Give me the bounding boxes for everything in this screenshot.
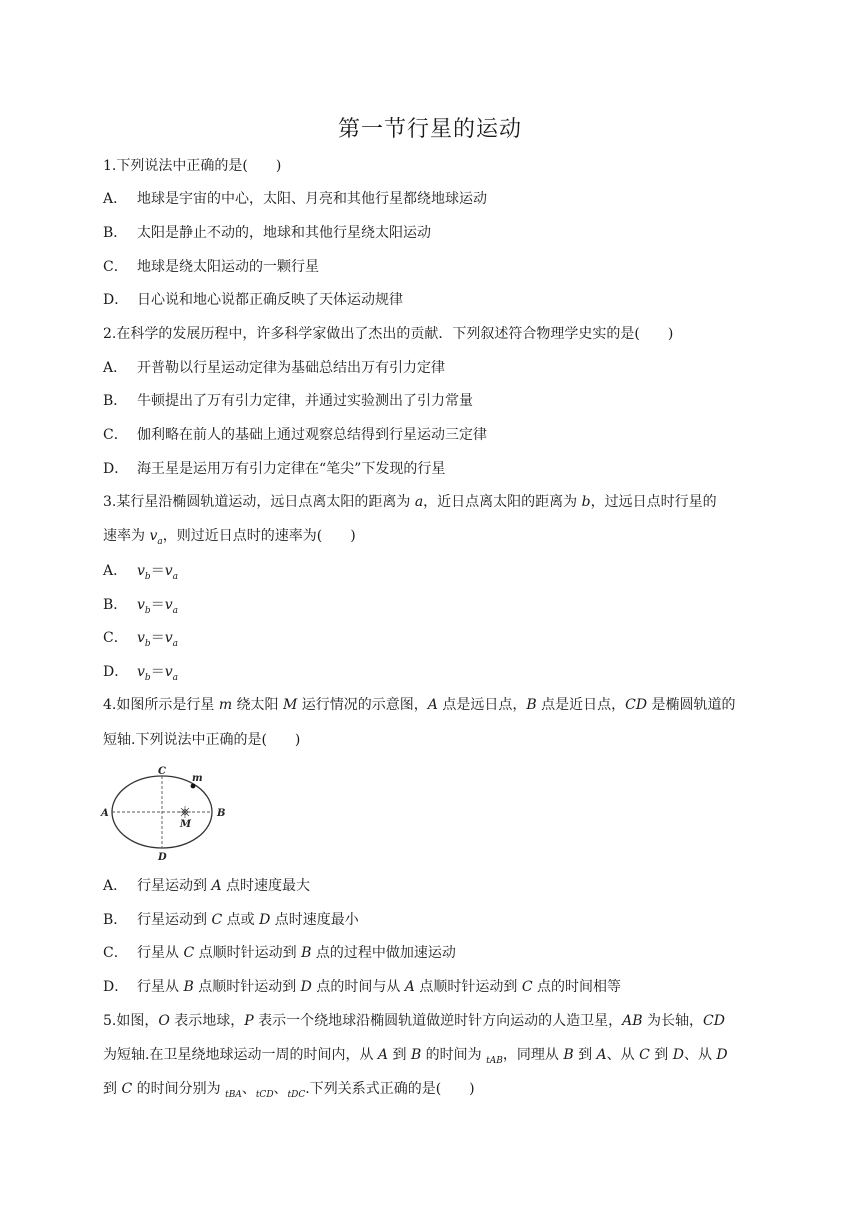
label-A: A [101, 808, 109, 819]
q2-option-b [103, 391, 473, 411]
option-text: 日心说和地心说都正确反映了天体运动规律 [137, 292, 403, 308]
q1-option-c [103, 257, 319, 277]
label-B: B [217, 808, 226, 819]
option-label: C． [103, 945, 128, 961]
variable-v: v [149, 528, 158, 544]
q4-option-d: D． 行星从 B 点顺时针运动到 D 点的时间与从 A 点顺时针运动到 C 点的时间相等 [103, 979, 621, 995]
q1-option-a [103, 189, 487, 209]
q3-option-a: A． $v_b=v_a$ [103, 563, 178, 582]
question-5-stem-line3: 到 C 的时间分别为 $_{tBA}$、$_{tCD}$、$_{tDC}$.下列关系式正确的是( ) [103, 1081, 475, 1100]
question-1-stem: 1.下列说法中正确的是( ) [103, 158, 282, 174]
option-label: A． [103, 191, 128, 207]
option-text: 牛顿提出了万有引力定律，并通过实验测出了引力常量 [137, 393, 473, 409]
page-title: 第一节行星的运动 [337, 117, 522, 142]
sun-icon [179, 806, 191, 818]
question-4-stem-line1: 4.如图所示是行星 m 绕太阳 M 运行情况的示意图，A 点是远日点，B 点是近日点，CD 是椭圆轨道的 [103, 697, 736, 713]
q3-option-c: C． $v_b=v_a$ [103, 630, 178, 649]
option-label: A． [103, 878, 128, 894]
q1-option-d [103, 290, 403, 310]
option-label: D． [103, 979, 129, 995]
variable-b: b [581, 494, 591, 510]
q4-option-c: C． 行星从 C 点顺时针运动到 B 点的过程中做加速运动 [103, 945, 456, 961]
label-D: D [158, 852, 167, 862]
option-text: 海王星是运用万有引力定律在“笔尖”下发现的行星 [137, 461, 446, 477]
option-text: 太阳是静止不动的，地球和其他行星绕太阳运动 [137, 225, 431, 241]
q4-option-b: B． 行星运动到 C 点或 D 点时速度最小 [103, 912, 359, 928]
q3-option-b: B． $v_b=v_a$ [103, 597, 178, 616]
question-4-stem-line2: 短轴.下列说法中正确的是( ) [103, 732, 301, 748]
question-3-stem-line1: 3.某行星沿椭圆轨道运动，远日点离太阳的距离为 a，近日点离太阳的距离为 b，过远日点时行星的 [103, 494, 717, 510]
option-label: A． [103, 563, 128, 579]
option-label: D． [103, 292, 129, 308]
label-m: m [192, 773, 203, 784]
option-label: C． [103, 427, 128, 443]
option-label: C． [103, 259, 128, 275]
question-3-stem-line2: 速率为 $v_a$，则过近日点时的速率为( ) [103, 528, 356, 547]
variable-a: a [414, 494, 424, 510]
option-label: D． [103, 664, 129, 680]
q2-option-a [103, 358, 445, 378]
option-label: A． [103, 360, 128, 376]
q2-option-d [103, 459, 445, 479]
option-label: B． [103, 597, 128, 613]
q1-option-b [103, 223, 431, 243]
q4-option-a: A． 行星运动到 A 点时速度最大 [103, 878, 311, 894]
option-label: B． [103, 912, 128, 928]
q3-option-d: D． $v_b=v_a$ [103, 664, 178, 683]
option-label: B． [103, 393, 128, 409]
option-text: 开普勒以行星运动定律为基础总结出万有引力定律 [137, 360, 445, 376]
option-label: C． [103, 630, 128, 646]
planet-m-dot [191, 784, 196, 789]
question-5-stem-line1: 5.如图，O 表示地球，P 表示一个绕地球沿椭圆轨道做逆时针方向运动的人造卫星，AB 为长轴，CD [103, 1013, 725, 1029]
option-label: D． [103, 461, 129, 477]
option-label: B． [103, 225, 128, 241]
option-text: 伽利略在前人的基础上通过观察总结得到行星运动三定律 [137, 427, 487, 443]
question-5-stem-line2: 为短轴.在卫星绕地球运动一周的时间内，从 A 到 B 的时间为 $_{tAB}$，同理从 B 到 A、从 C 到 D、从 D [103, 1047, 728, 1066]
label-C: C [158, 766, 166, 777]
orbit-diagram [100, 764, 235, 862]
question-2-stem: 2.在科学的发展历程中，许多科学家做出了杰出的贡献．下列叙述符合物理学史实的是( ) [103, 326, 674, 342]
option-text: 地球是宇宙的中心，太阳、月亮和其他行星都绕地球运动 [137, 191, 487, 207]
option-text: 地球是绕太阳运动的一颗行星 [137, 259, 319, 275]
label-M: M [180, 819, 192, 830]
q2-option-c [103, 425, 487, 445]
